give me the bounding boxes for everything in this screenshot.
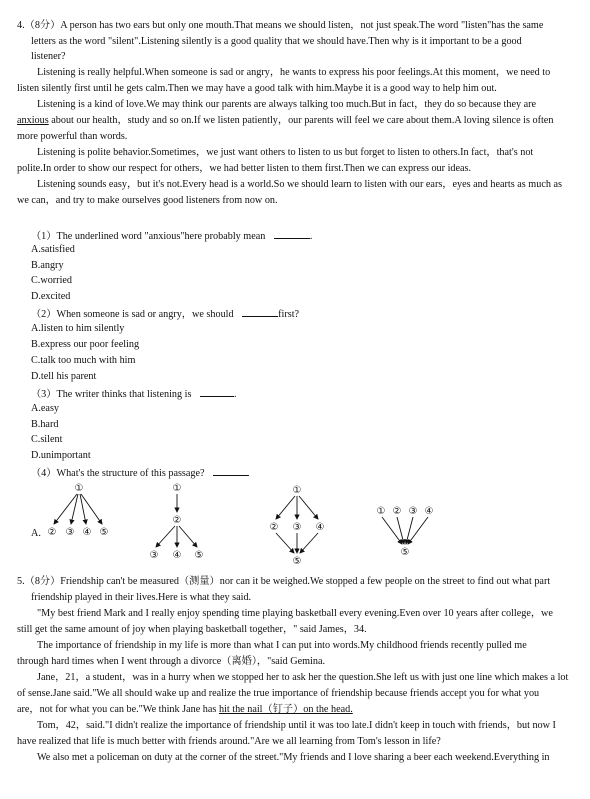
node-label: ④ <box>315 522 325 533</box>
node-label: ④ <box>172 550 182 561</box>
sub3-stem <box>31 386 237 401</box>
sub1-stem <box>31 228 312 243</box>
q5-line: We also met a policeman on duty at the corner of the street."My friends and I love sharing a beer each weekend.Everything in <box>37 752 550 763</box>
sub3-stem-text: （3）The writer thinks that listening is <box>31 389 192 400</box>
option[interactable]: A.listen to him silently <box>31 323 125 334</box>
sub3-stem-end: . <box>233 389 237 400</box>
option[interactable]: D.unimportant <box>31 450 91 461</box>
option[interactable]: B.angry <box>31 260 64 271</box>
structure-diagrams <box>40 478 480 564</box>
sub2-stem <box>31 306 299 321</box>
node-label: ⑤ <box>99 527 109 538</box>
option[interactable]: D.tell his parent <box>31 371 97 382</box>
option[interactable]: C.talk too much with him <box>31 355 136 366</box>
node-label: ② <box>392 506 402 517</box>
q5-line: through hard times when I went through a divorce（离婚），"said Gemina. <box>17 656 326 667</box>
diagram-d[interactable] <box>377 506 434 558</box>
q4-line: Listening is a kind of love.We may think our parents are always talking too much.But in fact，they do so because they are <box>37 99 537 110</box>
q5-line-text: are，not for what you can be."We think Jane has <box>17 704 217 715</box>
answer-blank[interactable] <box>242 306 278 317</box>
q4-line: listen silently first until he gets calm.Then we may have a good talk with him.Maybe it is a good way to help him out. <box>17 83 497 94</box>
sub1-stem-text: （1）The underlined word "anxious"here probably mean <box>31 231 266 242</box>
node-label: ① <box>172 483 182 494</box>
q5-line: Jane，21，a student，was in a hurry when we stopped her to ask her the question.She left us with just one line which makes a lot <box>37 672 569 683</box>
q4-line-with-underline <box>17 114 553 127</box>
answer-blank[interactable] <box>274 228 310 239</box>
q4-line: listener? <box>31 51 66 62</box>
q4-header: 4.（8分）A person has two ears but only one mouth.That means we should listen，not just speak.The word "listen"has the same <box>17 20 544 31</box>
sub2-stem-text: （2）When someone is sad or angry，we should <box>31 309 234 320</box>
node-label: ③ <box>292 522 302 533</box>
node-label: ① <box>376 506 386 517</box>
q4-line: we can，and try to make ourselves good listeners from now on. <box>17 195 278 206</box>
q5-line: friendship played in their lives.Here is what they said. <box>31 592 252 603</box>
diagram-b[interactable] <box>150 483 204 561</box>
node-label: ② <box>47 527 57 538</box>
q5-line: have realized that life is much better with friends around."Are we all learning from Tom's lesson in life? <box>17 736 441 747</box>
diagram-a[interactable] <box>48 483 109 538</box>
q5-line: Tom，42，said."I didn't realize the importance of friendship until it was too late.I didn't keep in touch with friends，but now I <box>37 720 556 731</box>
option[interactable]: C.silent <box>31 434 63 445</box>
node-label: ① <box>292 485 302 496</box>
option[interactable]: B.express our poor feeling <box>31 339 140 350</box>
q5-line: of sense.Jane said."We all should wake up and realize the true importance of friendship because friends accept you for what you <box>17 688 540 699</box>
q4-line: Listening is polite behavior.Sometimes，we just want others to listen to us but forget to listen to others.In fact，that's not <box>37 147 534 158</box>
node-label: ③ <box>65 527 75 538</box>
node-label: ③ <box>408 506 418 517</box>
q4-line: more powerful than words. <box>17 131 128 142</box>
node-label: ⑤ <box>292 556 302 564</box>
sub1-stem-end: . <box>309 231 313 242</box>
option[interactable]: B.hard <box>31 419 59 430</box>
underlined-phrase: hit the nail（钉子）on the head. <box>218 704 353 715</box>
node-label: ⑤ <box>194 550 204 561</box>
q4-line-rest: about our health，study and so on.If we listen patiently，our parents will feel we care about them.A loving silence is often <box>51 115 554 126</box>
q4-line: Listening sounds easy，but it's not.Every head is a world.So we should learn to listen with our ears，eyes and hearts as much as <box>37 179 562 190</box>
option[interactable]: A.easy <box>31 403 60 414</box>
underlined-word: anxious <box>17 115 49 126</box>
node-label: ③ <box>149 550 159 561</box>
diagram-c[interactable] <box>270 485 325 564</box>
sub4-stem-text: （4）What's the structure of this passage? <box>31 468 205 479</box>
q5-line-with-underline <box>17 703 353 716</box>
node-label: ④ <box>82 527 92 538</box>
answer-blank[interactable] <box>200 386 234 397</box>
option[interactable]: D.excited <box>31 291 71 302</box>
q4-line: letters as the word "silent".Listening silently is a good quality that we should have.Then why is it important to be a good <box>31 36 522 47</box>
node-label: ② <box>172 515 182 526</box>
node-label: ② <box>269 522 279 533</box>
node-label: ④ <box>424 506 434 517</box>
sub2-stem-end: first? <box>278 309 300 320</box>
option-a-label[interactable]: A. <box>31 528 41 539</box>
option[interactable]: C.worried <box>31 275 73 286</box>
node-label: ⑤ <box>400 547 410 558</box>
node-label: ① <box>74 483 84 494</box>
q5-header: 5.（8分）Friendship can't be measured（测量）nor can it be weighed.We stopped a few people on the street to find out what part <box>17 576 551 587</box>
q5-line: still get the same amount of joy when playing basketball together，" said James，34. <box>17 624 367 635</box>
option[interactable]: A.satisfied <box>31 244 75 255</box>
answer-blank[interactable] <box>213 465 249 476</box>
q4-line: Listening is really helpful.When someone is sad or angry，he wants to express his poor feelings.At this moment，we need to <box>37 67 551 78</box>
q5-line: The importance of friendship in my life is more than what I can put into words.My childhood friends recently pulled me <box>37 640 527 651</box>
q4-line: polite.In order to show our respect for others，we had better listen to them first.Then we can express our ideas. <box>17 163 472 174</box>
q5-line: "My best friend Mark and I really enjoy spending time playing basketball every evening.Even over 10 years after college，we <box>37 608 553 619</box>
